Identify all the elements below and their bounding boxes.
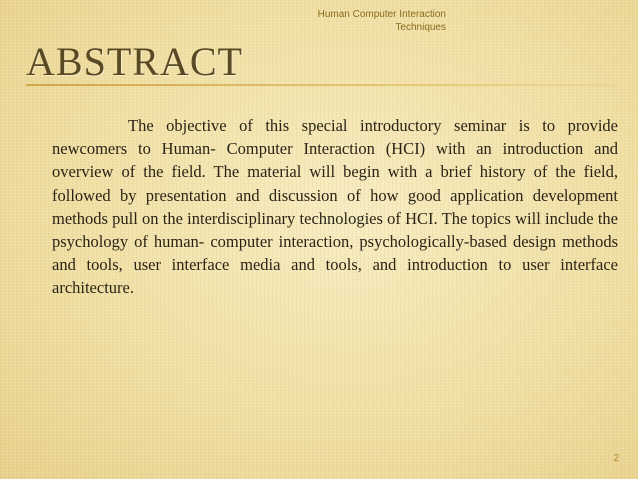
header-line-1: Human Computer Interaction [317,9,446,20]
header-note [300,8,446,34]
abstract-paragraph: The objective of this special introductory seminar is to provide newcomers to Human- Computer Interaction (HCI) with an introduction and overview of the field. The material will begin with a brief history of the field, followed by presentation and discussion of how good application development methods pull on the interdisciplinary technologies of HCI. The topics will include the psychology of human- computer interaction, psychologically-based design methods and tools, user interface media and tools, and introduction to user interface architecture. [52,116,618,298]
header-line-2: Techniques [395,22,446,33]
page-number: 2 [613,453,619,464]
slide-title: ABSTRACT [26,39,243,84]
title-divider [26,84,616,86]
